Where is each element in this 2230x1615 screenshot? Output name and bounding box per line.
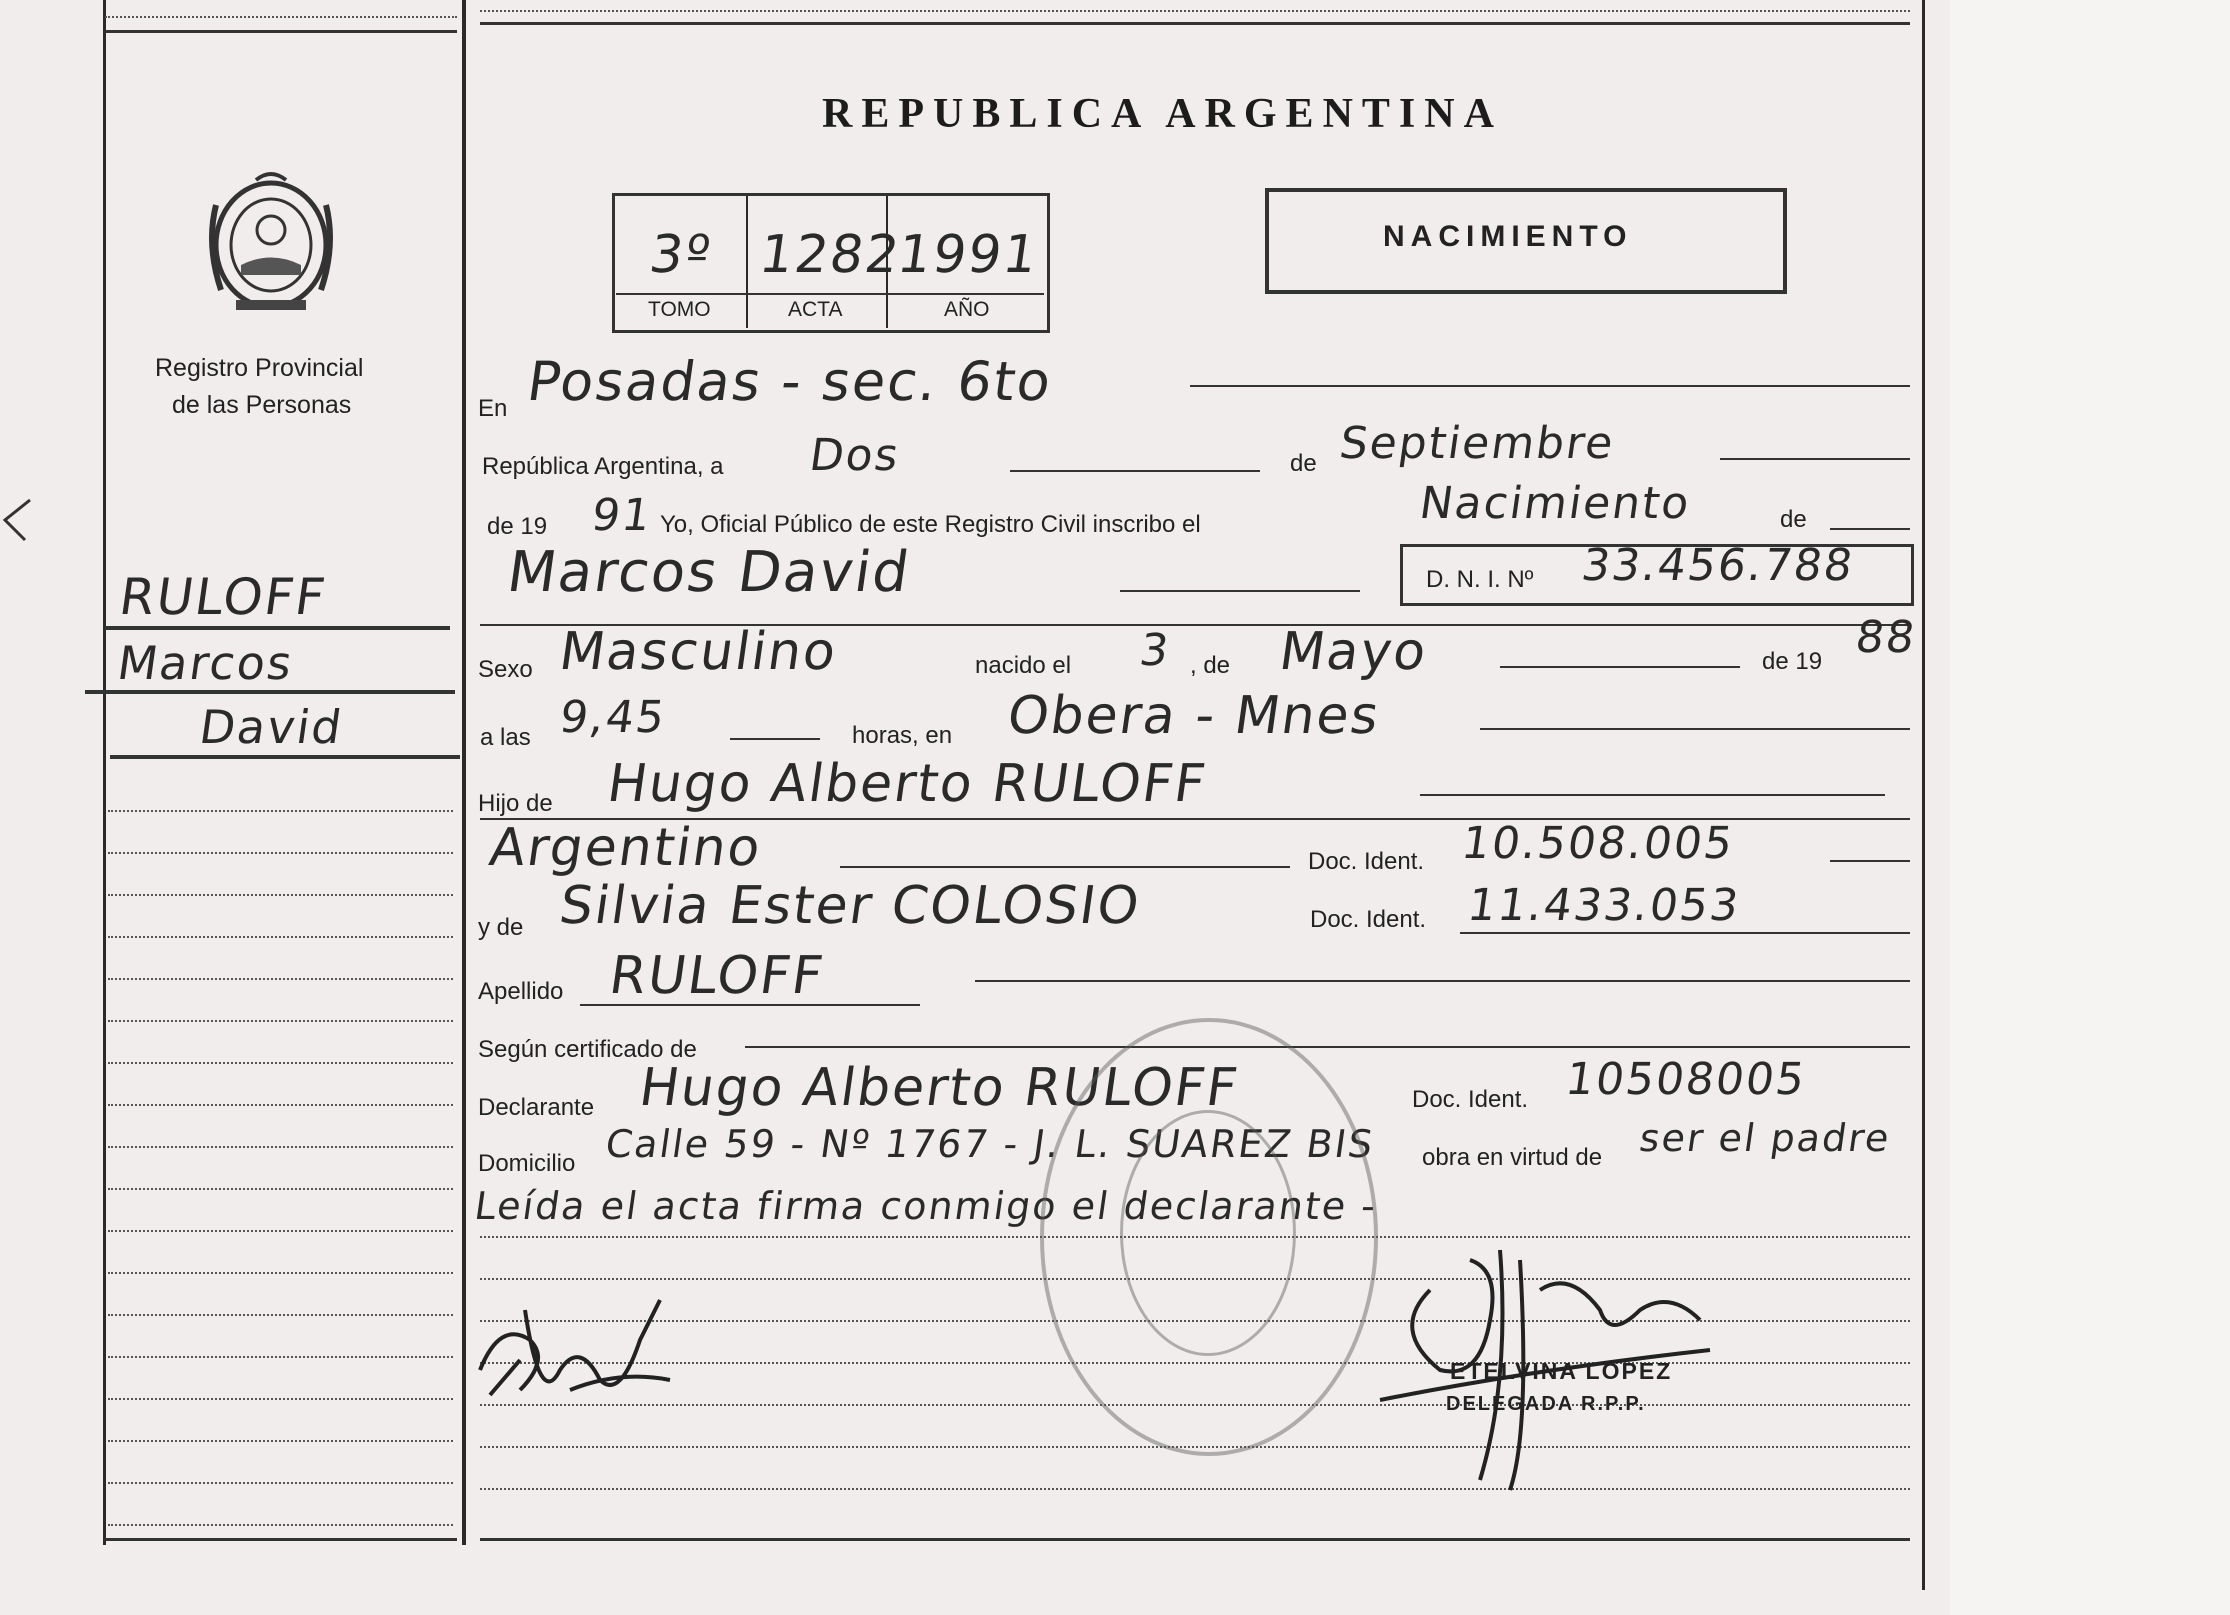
birth-day: 3 xyxy=(1136,625,1174,676)
day-value: Dos xyxy=(806,430,904,481)
de19-label: de 19 xyxy=(487,513,548,540)
margin-dotted-line xyxy=(108,1314,453,1316)
domicilio-value: Calle 59 - Nº 1767 - J. L. SUAREZ BIS xyxy=(602,1122,1378,1166)
margin-surname: RULOFF xyxy=(115,568,331,626)
margin-dotted-line xyxy=(108,894,453,896)
margin-dotted-line xyxy=(108,852,453,854)
a-las-label: a las xyxy=(480,724,531,751)
margin-dotted-line xyxy=(108,936,453,938)
nationality-rule xyxy=(840,866,1290,868)
margin-middle-name: David xyxy=(196,700,347,754)
column-divider xyxy=(462,0,466,1545)
month-rule xyxy=(1720,458,1910,460)
bottom-rule-right xyxy=(480,1538,1910,1541)
registry-name-line1: Registro Provincial xyxy=(155,354,364,382)
obra-label: obra en virtud de xyxy=(1422,1144,1603,1171)
en-value: Posadas - sec. 6to xyxy=(523,350,1057,413)
republica-label: República Argentina, a xyxy=(482,453,724,480)
acta-label: ACTA xyxy=(788,298,843,321)
sexo-label: Sexo xyxy=(478,656,533,683)
father-nationality: Argentino xyxy=(485,818,766,878)
act-type-title: NACIMIENTO xyxy=(1383,220,1633,253)
margin-dotted-line xyxy=(108,1104,453,1106)
mother-rule xyxy=(1460,932,1910,934)
page-background xyxy=(1950,0,2230,1615)
inscribo-rule xyxy=(1830,528,1910,530)
declarant-signature xyxy=(470,1280,690,1430)
margin-rule-3 xyxy=(110,755,460,759)
top-dots-left xyxy=(105,16,457,18)
margin-dotted-line xyxy=(108,1230,453,1232)
top-dots-right xyxy=(480,10,1910,12)
declarante-value: Hugo Alberto RULOFF xyxy=(635,1058,1243,1118)
domicilio-label: Domicilio xyxy=(478,1150,576,1177)
province-seal-icon xyxy=(196,160,346,320)
hour-value: 9,45 xyxy=(556,692,670,743)
margin-dotted-line xyxy=(108,1062,453,1064)
segun-label: Según certificado de xyxy=(478,1036,697,1063)
margin-dotted-line xyxy=(108,978,453,980)
dni-value: 33.456.788 xyxy=(1578,540,1858,591)
tomo-value: 3º xyxy=(645,225,716,285)
de-label: de xyxy=(1290,450,1317,477)
day-rule xyxy=(1010,470,1260,472)
margin-dotted-line xyxy=(108,1272,453,1274)
mother-doc: 11.433.053 xyxy=(1464,880,1744,931)
hijo-label: Hijo de xyxy=(478,790,553,817)
apellido-label: Apellido xyxy=(478,978,564,1005)
hour-rule xyxy=(730,738,820,740)
margin-dotted-line xyxy=(108,1398,453,1400)
year-value: 91 xyxy=(588,490,656,541)
margin-dotted-line xyxy=(108,1440,453,1442)
right-border xyxy=(1922,0,1925,1590)
segun-rule xyxy=(745,1046,1910,1048)
obra-value: ser el padre xyxy=(1636,1116,1894,1160)
birth-place: Obera - Mnes xyxy=(1003,686,1385,746)
margin-dotted-line xyxy=(108,1524,453,1526)
left-column-border xyxy=(103,0,106,1545)
margin-rule-1 xyxy=(105,626,450,630)
en-rule xyxy=(1190,385,1910,387)
de-label-3: , de xyxy=(1190,652,1231,679)
tomo-label: TOMO xyxy=(648,298,711,321)
margin-dotted-line xyxy=(108,810,453,812)
top-rule-left xyxy=(105,30,457,33)
margin-dotted-line xyxy=(108,1146,453,1148)
apellido-rule-2 xyxy=(975,980,1910,982)
top-rule-right xyxy=(480,22,1910,25)
month-value: Septiembre xyxy=(1336,418,1619,469)
y-de-label: y de xyxy=(478,914,524,941)
record-box-underline xyxy=(616,293,1044,295)
apellido-value: RULOFF xyxy=(605,946,829,1006)
declarante-label: Declarante xyxy=(478,1094,595,1121)
registry-name-line2: de las Personas xyxy=(172,391,352,419)
margin-dotted-line xyxy=(108,1188,453,1190)
inscribo-value: Nacimiento xyxy=(1416,478,1695,529)
father-doc: 10.508.005 xyxy=(1458,818,1738,869)
father-value: Hugo Alberto RULOFF xyxy=(603,754,1211,814)
nacido-label: nacido el xyxy=(975,652,1072,679)
registry-round-stamp-inner xyxy=(1120,1110,1296,1356)
leida-value: Leída el acta firma conmigo el declarante - xyxy=(471,1184,1381,1228)
doc-label-declarante: Doc. Ident. xyxy=(1412,1086,1529,1113)
doc-label-father: Doc. Ident. xyxy=(1308,848,1425,875)
birth-month-rule xyxy=(1500,666,1740,668)
margin-rule-2 xyxy=(85,690,455,694)
birth-year: 88 xyxy=(1852,612,1920,663)
margin-dotted-line xyxy=(108,1020,453,1022)
birth-month: Mayo xyxy=(1275,622,1432,682)
anio-label: AÑO xyxy=(944,298,990,321)
apellido-rule-1 xyxy=(580,1004,920,1006)
en-label: En xyxy=(478,395,508,422)
name-rule xyxy=(1120,590,1360,592)
de-label-2: de xyxy=(1780,506,1807,533)
yo-label: Yo, Oficial Público de este Registro Civil inscribo el xyxy=(660,511,1201,538)
margin-dotted-line xyxy=(108,1356,453,1358)
declarante-doc: 10508005 xyxy=(1562,1054,1810,1105)
sexo-value: Masculino xyxy=(555,622,842,682)
country-title: REPUBLICA ARGENTINA xyxy=(822,91,1503,137)
anio-value: 1991 xyxy=(893,225,1043,285)
father-doc-rule xyxy=(1830,860,1910,862)
margin-first-name: Marcos xyxy=(114,636,297,690)
de19-label-2: de 19 xyxy=(1762,648,1823,675)
name-value: Marcos David xyxy=(503,540,915,605)
margin-tick-mark xyxy=(0,490,40,550)
dni-label: D. N. I. Nº xyxy=(1426,566,1534,593)
doc-label-mother: Doc. Ident. xyxy=(1310,906,1427,933)
margin-dotted-line xyxy=(108,1482,453,1484)
horas-label: horas, en xyxy=(852,722,953,749)
acta-value: 1282 xyxy=(755,225,905,285)
birth-place-rule xyxy=(1480,728,1910,730)
father-rule xyxy=(1420,794,1885,796)
mother-value: Silvia Ester COLOSIO xyxy=(555,876,1145,936)
bottom-rule-left xyxy=(105,1538,457,1541)
record-box-divider-1 xyxy=(746,196,748,328)
officer-stamp-name: ETELVINA LOPEZ xyxy=(1450,1358,1673,1384)
officer-stamp-role: DELEGADA R.P.P. xyxy=(1446,1393,1646,1415)
